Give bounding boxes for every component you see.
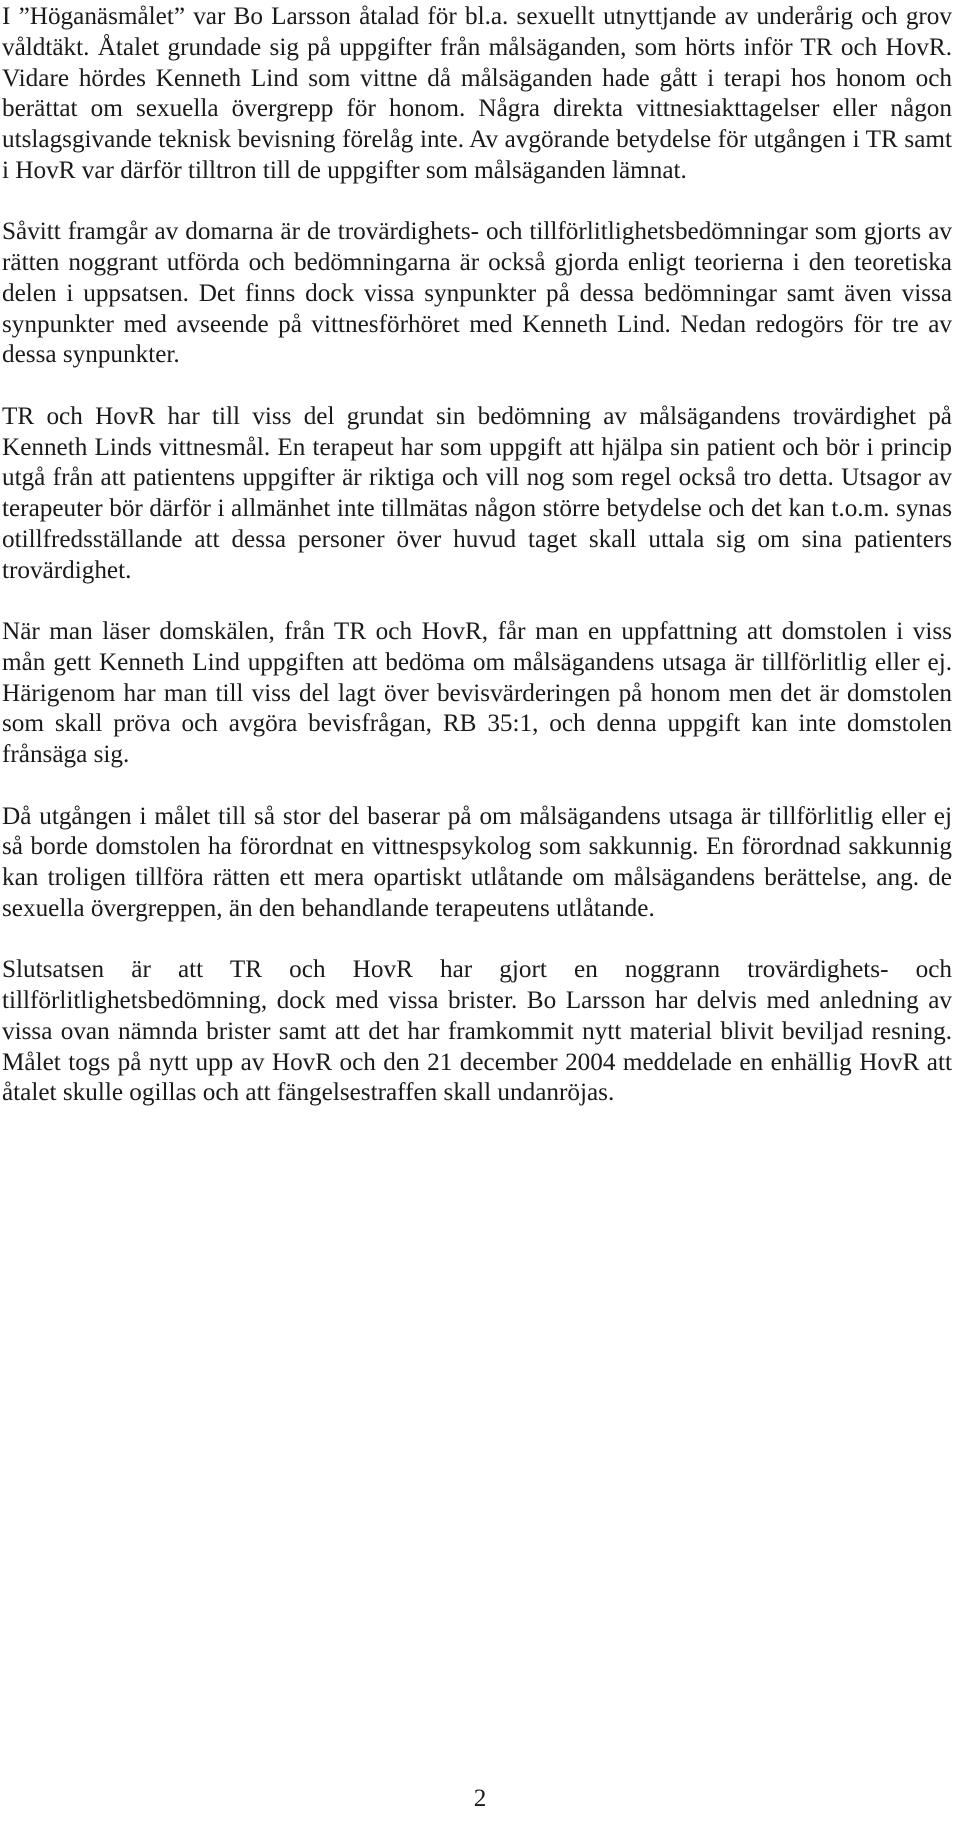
document-body <box>2 2 952 1140</box>
paragraph-4: När man läser domskälen, från TR och HovR, får man en uppfattning att domstolen i viss mån gett Kenneth Lind uppgiften att bedöma om målsägandens utsaga är tillförlitlig eller ej. Härigenom har man till viss del lagt över bevisvärderingen på honom men det är domstolen som skall pröva och avgöra bevisfrågan, RB 35:1, och denna uppgift kan inte domstolen frånsäga sig. <box>2 618 952 769</box>
page-number: 2 <box>473 1785 487 1812</box>
paragraph-5: Då utgången i målet till så stor del baserar på om målsägandens utsaga är tillförlitlig eller ej så borde domstolen ha förordnat en vittnespsykolog som sakkunnig. En förordnad sakkunnig kan troligen tillföra rätten ett mera opartiskt utlåtande om målsägandens berättelse, ang. de sexuella övergreppen, än den behandlande terapeutens utlåtande. <box>2 802 952 922</box>
paragraph-1: I ”Höganäsmålet” var Bo Larsson åtalad för bl.a. sexuellt utnyttjande av underårig och grov våldtäkt. Åtalet grundade sig på uppgifter från målsäganden, som hörts inför TR och HovR. Vidare hördes Kenneth Lind som vittne då målsäganden hade gått i terapi hos honom och berättat om sexuella övergrepp för honom. Några direkta vittnesiakttagelser eller någon utslagsgivande teknisk bevisning förelåg inte. Av avgörande betydelse för utgången i TR samt i HovR var därför tilltron till de uppgifter som målsäganden lämnat. <box>2 3 952 184</box>
paragraph-6: Slutsatsen är att TR och HovR har gjort en noggrann trovärdighets- och tillförlitlighetsbedömning, dock med vissa brister. Bo Larsson har delvis med anledning av vissa ovan nämnda brister samt att det har framkommit nytt material blivit beviljad resning. Målet togs på nytt upp av HovR och den 21 december 2004 meddelade en enhällig HovR att åtalet skulle ogillas och att fängelsestraffen skall undanröjas. <box>2 956 952 1107</box>
paragraph-3: TR och HovR har till viss del grundat sin bedömning av målsägandens trovärdighet på Kenneth Linds vittnesmål. En terapeut har som uppgift att hjälpa sin patient och bör i princip utgå från att patientens uppgifter är riktiga och vill nog som regel också tro detta. Utsagor av terapeuter bör därför i allmänhet inte tillmätas någon större betydelse och det kan t.o.m. synas otillfredsställande att dessa personer över huvud taget skall uttala sig om sina patienters trovärdighet. <box>2 402 952 584</box>
paragraph-2: Såvitt framgår av domarna är de trovärdighets- och tillförlitlighetsbedömningar som gjorts av rätten noggrant utförda och bedömningarna är också gjorda enligt teorierna i den teoretiska delen i uppsatsen. Det finns dock vissa synpunkter på dessa bedömningar samt även vissa synpunkter med avseende på vittnesförhöret med Kenneth Lind. Nedan redogörs för tre av dessa synpunkter. <box>2 218 952 369</box>
